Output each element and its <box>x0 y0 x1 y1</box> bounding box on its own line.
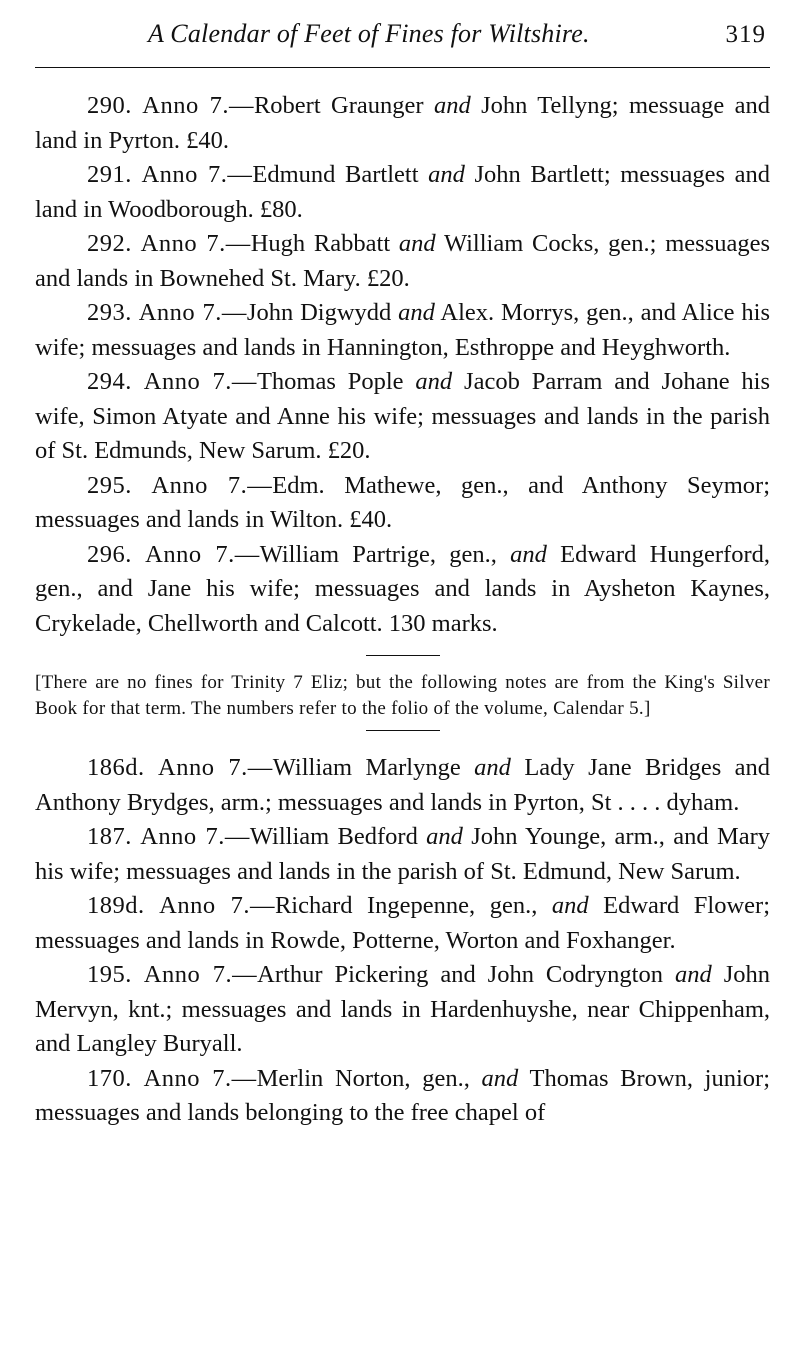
entry-189d: 189d. Anno 7.—Richard Ingepenne, gen., and Edward Flower; messuages and lands in Rowde, Potterne, Worton and Foxhanger. <box>35 892 771 954</box>
entry-292: 292. Anno 7.—Hugh Rabbatt and William Cocks, gen.; messuages and lands in Bownehed St. Mary. £20. <box>35 230 771 292</box>
entry-295: 295. Anno 7.—Edm. Mathewe, gen., and Anthony Seymor; messuages and lands in Wilton. £40. <box>35 471 770 533</box>
entry-186d: 186d. Anno 7.—William Marlynge and Lady Jane Bridges and Anthony Brydges, arm.; messuages and lands in Pyrton, St . . . . dyham. <box>35 754 771 816</box>
running-head <box>35 16 770 56</box>
editorial-note: [There are no fines for Trinity 7 Eliz; but the following notes are from the King's Silver Book for that term. The numbers refer to the folio of the volume, Calendar 5.] <box>35 672 770 719</box>
book-page <box>35 0 770 1355</box>
body-text <box>35 89 770 1131</box>
entry-170: 170. Anno 7.—Merlin Norton, gen., and Thomas Brown, junior; messuages and lands belonging to the free chapel of <box>35 1064 771 1126</box>
entry-290: 290. Anno 7.—Robert Graunger and John Tellyng; messuage and land in Pyrton. £40. <box>35 92 770 154</box>
entry-293: 293. Anno 7.—John Digwydd and Alex. Morrys, gen., and Alice his wife; messuages and lands in Hannington, Esthroppe and Heyghworth. <box>35 299 770 361</box>
entry-195: 195. Anno 7.—Arthur Pickering and John Codryngton and John Mervyn, knt.; messuages and lands in Hardenhuyshe, near Chippenham, and Langley Buryall. <box>35 961 771 1057</box>
running-head-title: A Calendar of Feet of Fines for Wiltshire. <box>148 19 590 48</box>
section-rule-top <box>366 655 440 656</box>
page-number: 319 <box>725 21 766 48</box>
section-rule-bottom <box>366 730 440 731</box>
entry-294: 294. Anno 7.—Thomas Pople and Jacob Parram and Johane his wife, Simon Atyate and Anne his wife; messuages and lands in the parish of St. Edmunds, New Sarum. £20. <box>35 368 771 464</box>
entry-296: 296. Anno 7.—William Partrige, gen., and Edward Hungerford, gen., and Jane his wife; messuages and lands in Aysheton Kaynes, Crykelade, Chellworth and Calcott. 130 marks. <box>35 540 770 637</box>
entry-187: 187. Anno 7.—William Bedford and John Younge, arm., and Mary his wife; messuages and lands in the parish of St. Edmund, New Sarum. <box>35 823 771 885</box>
entry-291: 291. Anno 7.—Edmund Bartlett and John Bartlett; messuages and land in Woodborough. £80. <box>35 161 771 223</box>
header-rule <box>35 67 770 68</box>
